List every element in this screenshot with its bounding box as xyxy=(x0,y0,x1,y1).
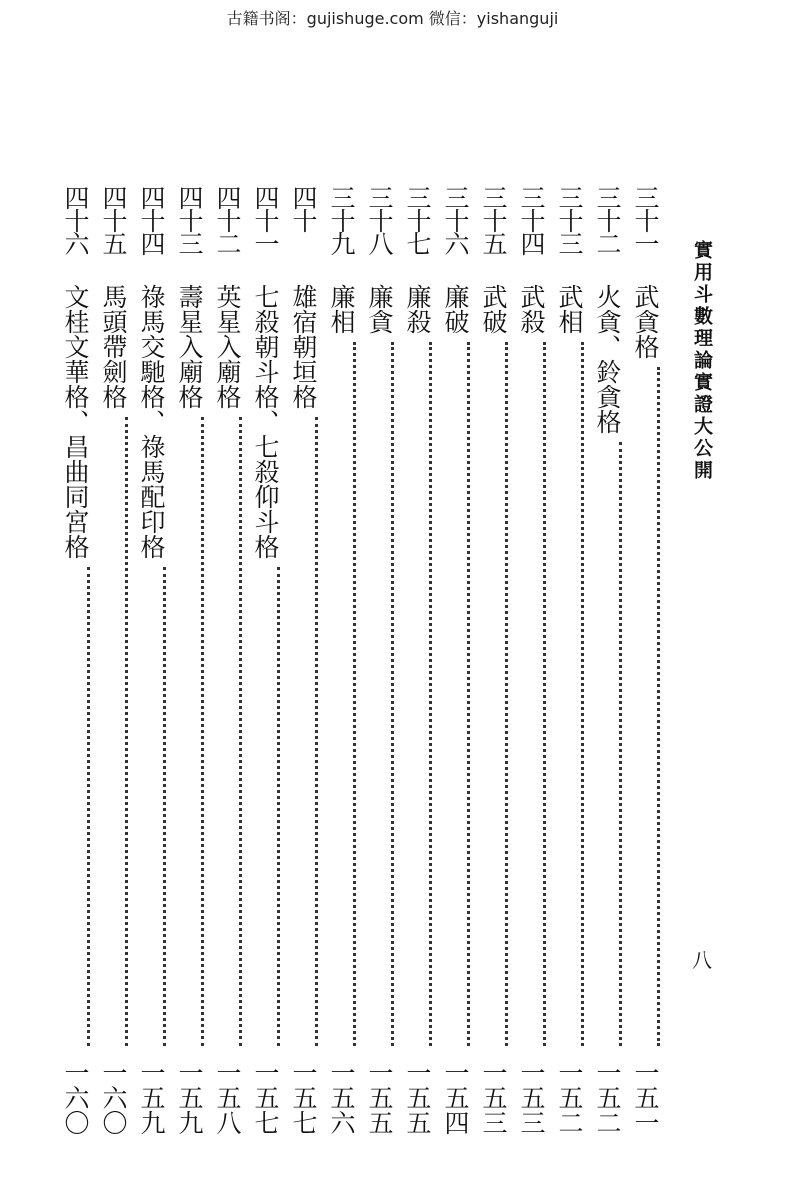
toc-dot-leader xyxy=(554,334,584,1054)
toc-entry[interactable] xyxy=(592,185,622,1135)
toc-dot-leader xyxy=(630,359,660,1054)
toc-dot-leader xyxy=(174,409,204,1054)
toc-entry-title: 武相 xyxy=(555,284,584,334)
toc-entry-title: 馬頭帶劍格 xyxy=(99,284,128,409)
toc-entry-title: 火貪、鈴貪格 xyxy=(593,284,622,434)
toc-entry[interactable] xyxy=(630,185,660,1135)
toc-entry-number: 三十三 xyxy=(555,185,584,254)
toc-entry-page: 一五三 xyxy=(479,1060,508,1135)
toc-entry-title: 廉相 xyxy=(327,284,356,334)
toc-entry[interactable] xyxy=(364,185,394,1135)
toc-entry-page: 一五三 xyxy=(517,1060,546,1135)
page-number: 八 xyxy=(692,948,712,972)
toc-entry-number: 四十六 xyxy=(61,185,90,254)
toc-entry-page: 一五四 xyxy=(441,1060,470,1135)
toc-dot-leader xyxy=(402,334,432,1054)
toc-entry-number: 四十四 xyxy=(137,185,166,254)
toc-entry-number: 三十九 xyxy=(327,185,356,254)
toc-entry-page: 一五九 xyxy=(175,1060,204,1135)
toc-entry-page: 一六〇 xyxy=(61,1060,90,1135)
book-title: 實用斗數理論實證大公開 xyxy=(691,240,713,482)
toc-entry-title: 七殺朝斗格、七殺仰斗格 xyxy=(251,284,280,559)
toc-dot-leader xyxy=(250,559,280,1054)
toc-dot-leader xyxy=(440,334,470,1054)
toc-entry-title: 武破 xyxy=(479,284,508,334)
toc-dot-leader xyxy=(136,559,166,1054)
toc-dot-leader xyxy=(60,559,90,1054)
toc-entry-title: 廉破 xyxy=(441,284,470,334)
toc-entry-number: 三十四 xyxy=(517,185,546,254)
toc-entry[interactable] xyxy=(554,185,584,1135)
toc-dot-leader xyxy=(592,434,622,1054)
toc-entry[interactable] xyxy=(516,185,546,1135)
toc-entry[interactable] xyxy=(478,185,508,1135)
toc-entry[interactable] xyxy=(440,185,470,1135)
toc-entry-title: 廉貪 xyxy=(365,284,394,334)
toc-entry[interactable] xyxy=(136,185,166,1135)
table-of-contents xyxy=(60,185,660,1135)
toc-entry-number: 三十七 xyxy=(403,185,432,254)
toc-entry[interactable] xyxy=(250,185,280,1135)
toc-entry-title: 雄宿朝垣格 xyxy=(289,284,318,409)
toc-entry[interactable] xyxy=(326,185,356,1135)
toc-entry-title: 壽星入廟格 xyxy=(175,284,204,409)
toc-entry[interactable] xyxy=(212,185,242,1135)
toc-dot-leader xyxy=(364,334,394,1054)
toc-entry-page: 一五七 xyxy=(289,1060,318,1135)
toc-entry[interactable] xyxy=(98,185,128,1135)
toc-entry-number: 四十二 xyxy=(213,185,242,254)
toc-entry-title: 武貪格 xyxy=(631,284,660,359)
toc-entry-number: 三十二 xyxy=(593,185,622,254)
toc-entry-title: 武殺 xyxy=(517,284,546,334)
toc-entry-title: 英星入廟格 xyxy=(213,284,242,409)
toc-entry-page: 一五五 xyxy=(365,1060,394,1135)
toc-dot-leader xyxy=(516,334,546,1054)
toc-entry[interactable] xyxy=(174,185,204,1135)
toc-entry[interactable] xyxy=(288,185,318,1135)
toc-entry-page: 一五一 xyxy=(631,1060,660,1135)
toc-entry-title: 文桂文華格、昌曲同宮格 xyxy=(61,284,90,559)
toc-dot-leader xyxy=(212,409,242,1054)
toc-entry-number: 三十一 xyxy=(631,185,660,254)
toc-entry-number: 四十 xyxy=(289,185,318,231)
toc-entry-page: 一五八 xyxy=(213,1060,242,1135)
toc-entry-title: 祿馬交馳格、祿馬配印格 xyxy=(137,284,166,559)
toc-entry-number: 四十一 xyxy=(251,185,280,254)
toc-dot-leader xyxy=(98,409,128,1054)
toc-entry-page: 一五二 xyxy=(555,1060,584,1135)
toc-entry-page: 一六〇 xyxy=(99,1060,128,1135)
toc-entry-page: 一五二 xyxy=(593,1060,622,1135)
toc-entry-number: 三十五 xyxy=(479,185,508,254)
toc-dot-leader xyxy=(478,334,508,1054)
toc-entry-page: 一五六 xyxy=(327,1060,356,1135)
watermark-text: 古籍书阁：gujishuge.com 微信：yishanguji xyxy=(226,9,559,28)
toc-entry[interactable] xyxy=(402,185,432,1135)
toc-entry-number: 四十三 xyxy=(175,185,204,254)
toc-entry-number: 四十五 xyxy=(99,185,128,254)
toc-entry[interactable] xyxy=(60,185,90,1135)
toc-entry-number: 三十六 xyxy=(441,185,470,254)
toc-entry-page: 一五九 xyxy=(137,1060,166,1135)
toc-entry-page: 一五七 xyxy=(251,1060,280,1135)
toc-dot-leader xyxy=(288,409,318,1054)
toc-entry-number: 三十八 xyxy=(365,185,394,254)
toc-entry-title: 廉殺 xyxy=(403,284,432,334)
toc-dot-leader xyxy=(326,334,356,1054)
toc-entry-page: 一五五 xyxy=(403,1060,432,1135)
